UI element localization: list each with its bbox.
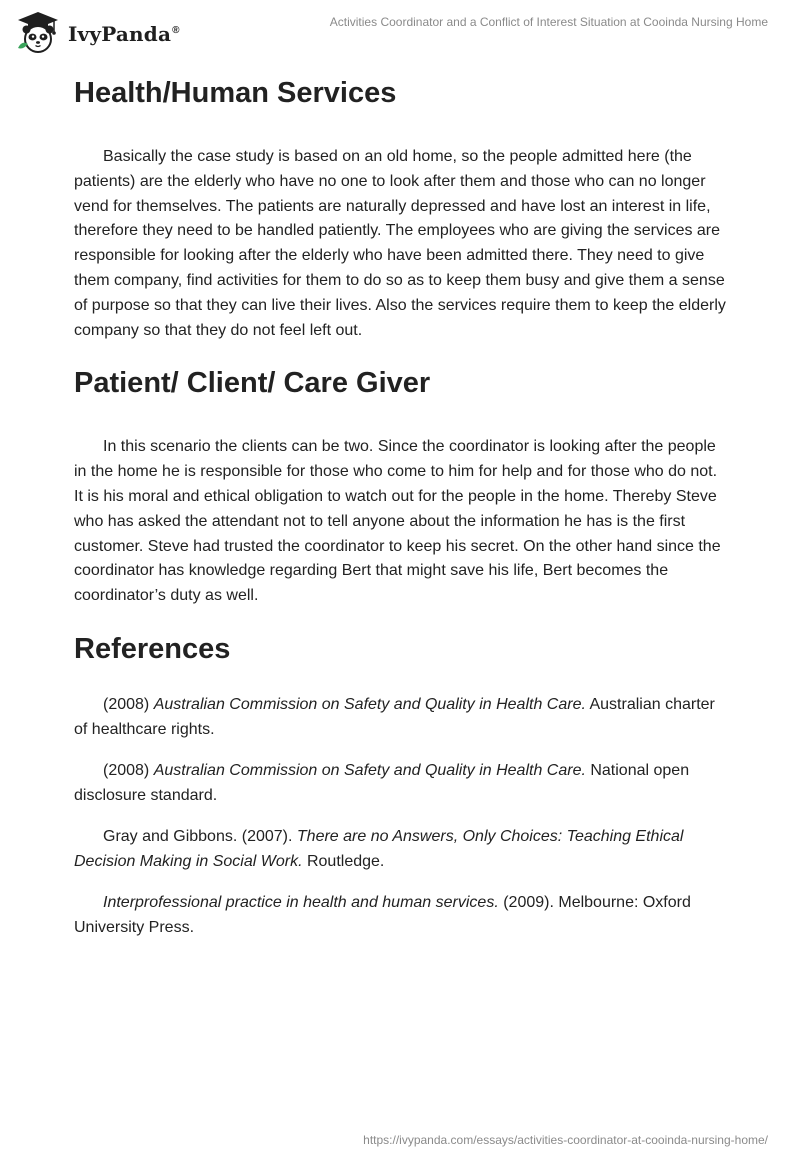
section-paragraph-health-human-services: Basically the case study is based on an old home, so the people admitted here (the patients) are the elderly who have no one to look after them and those who can no longer vend for themselves. The patients are naturally depressed and have lost an interest in life, therefore they need to be handled patiently. The employees who are giving the services are responsible for looking after the elderly who have been admitted there. They need to give them company, find activities for them to do so as to keep them busy and give them a sense of purpose so that they can live their lives. Also the services require them to keep the elderly company so that they do not feel left out.: [74, 148, 726, 339]
document-title: Activities Coordinator and a Conflict of Interest Situation at Cooinda Nursing Home: [329, 15, 768, 29]
logo-wordmark: [68, 22, 180, 46]
reference-text: Australian charter of healthcare rights.: [74, 695, 715, 738]
reference-text: Gray and Gibbons. (2007).: [103, 828, 297, 846]
reference-item: [74, 693, 730, 743]
reference-title: Australian Commission on Safety and Quality in Health Care.: [153, 695, 586, 713]
logo-text: IvyPanda: [68, 22, 172, 46]
reference-item: [74, 759, 730, 809]
references-heading: References: [74, 632, 231, 665]
panda-logo-icon: [14, 8, 62, 56]
reference-item: [74, 891, 730, 941]
essay-content: [74, 68, 730, 957]
reference-text: (2008): [103, 695, 154, 713]
reference-text: Routledge.: [302, 852, 385, 870]
reference-title: There are no Answers, Only Choices: Teaching Ethical Decision Making in Social Work.: [74, 828, 684, 870]
section-heading-health-human-services: Health/Human Services: [74, 77, 397, 109]
reference-title: Interprofessional practice in health and human services.: [103, 894, 499, 912]
section-paragraph-patient-client-care-giver: In this scenario the clients can be two. Since the coordinator is looking after the people in the home he is responsible for those who come to him for help and for those who do not. It is his moral and ethical obligation to watch out for the people in the home. Thereby Steve who has asked the attendant not to tell anyone about the information he has is the first customer. Steve had trusted the coordinator to keep his secret. On the other hand since the coordinator has knowledge regarding Bert that might save his life, Bert becomes the coordinator’s duty as well.: [74, 438, 721, 605]
reference-text: (2009). Melbourne: Oxford University Press.: [74, 894, 691, 937]
section-heading-patient-client-care-giver: Patient/ Client/ Care Giver: [74, 367, 431, 400]
reference-text: National open disclosure standard.: [74, 762, 690, 804]
reference-item: [74, 825, 730, 875]
reference-text: (2008): [103, 762, 154, 780]
reference-title: Australian Commission on Safety and Quality in Health Care.: [153, 762, 586, 780]
logo-registered-mark: ®: [172, 25, 180, 37]
references-list: [74, 693, 730, 941]
site-logo[interactable]: [14, 8, 180, 56]
footer-source-url[interactable]: https://ivypanda.com/essays/activities-coordinator-at-cooinda-nursing-home/: [363, 1133, 768, 1147]
